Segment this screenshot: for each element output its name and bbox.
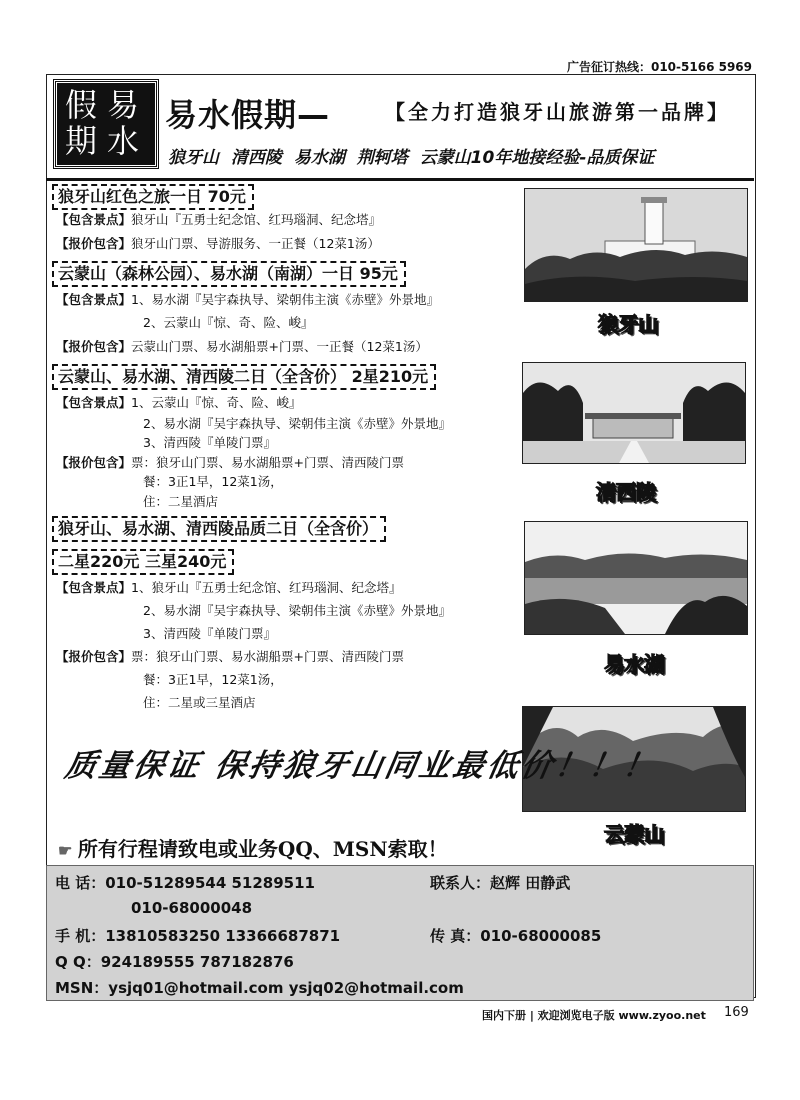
line-tag: 【包含景点】 (56, 212, 132, 227)
photo-yishuihu-image (525, 522, 747, 634)
brand-name: 易水假期— (165, 96, 331, 134)
line-text: 1、易水湖『吴宇森执导、梁朝伟主演《赤壁》外景地』 (131, 292, 439, 307)
phone-row (55, 872, 315, 893)
line-text: 票：狼牙山门票、易水湖船票+门票、清西陵门票 (131, 455, 404, 470)
tour-title: 云蒙山（森林公园）、易水湖（南湖）一日 95元 (52, 261, 406, 287)
mobile-row (55, 925, 340, 946)
line-text: 2、易水湖『吴宇森执导、梁朝伟主演《赤壁》外景地』 (143, 603, 451, 618)
line-text: 2、云蒙山『惊、奇、险、峻』 (143, 315, 314, 330)
tour-line (56, 393, 301, 413)
line-text: 狼牙山『五勇士纪念馆、红玛瑙洞、纪念塔』 (131, 212, 382, 227)
line-text: 3、清西陵『单陵门票』 (143, 435, 276, 450)
photo-yishuihu (524, 521, 748, 635)
tour-line (143, 601, 451, 621)
line-text: 1、云蒙山『惊、奇、险、峻』 (131, 395, 302, 410)
contact-person-label: 联系人： (430, 874, 491, 892)
line-text: 狼牙山门票、导游服务、一正餐（12菜1汤） (131, 236, 380, 251)
contact-person-value: 赵辉 田静武 (490, 874, 571, 892)
photo-caption: 云蒙山 (604, 822, 664, 846)
tour-line (143, 693, 256, 713)
tour-line (143, 313, 313, 333)
logo-char: 假 (65, 86, 98, 124)
line-text: 3、清西陵『单陵门票』 (143, 626, 276, 641)
fax-row (430, 925, 601, 946)
footer-text: 国内下册 | 欢迎浏览电子版 www.zyoo.net (482, 1009, 706, 1022)
brand-slogan: 【全力打造狼牙山旅游第一品牌】 (385, 100, 730, 124)
line-text: 2、易水湖『吴宇森执导、梁朝伟主演《赤壁》外景地』 (143, 416, 451, 431)
request-note-text: 所有行程请致电或业务QQ、MSN索取！ (77, 837, 448, 861)
tour-line (56, 647, 404, 667)
contact-block (46, 865, 754, 1001)
phone-row-2: 010-68000048 (131, 899, 253, 917)
logo-char: 易 (107, 86, 140, 124)
contact-person-row (430, 872, 570, 893)
tour-line (56, 234, 380, 254)
line-tag: 【包含景点】 (56, 292, 132, 307)
mobile-value: 13810583250 13366687871 (105, 927, 341, 945)
ad-hotline: 广告征订热线：010-5166 5969 (566, 60, 752, 74)
tour-title: 狼牙山、易水湖、清西陵品质二日（全含价） (52, 516, 386, 542)
photo-caption: 清西陵 (596, 480, 656, 504)
line-text: 住：二星酒店 (143, 494, 219, 509)
tour-line (56, 337, 428, 357)
tour-line (56, 290, 439, 310)
qq-label: Q Q： (55, 953, 101, 971)
tour-title: 云蒙山、易水湖、清西陵二日（全含价） 2星210元 (52, 364, 436, 390)
tour-line (143, 472, 283, 492)
line-text: 票：狼牙山门票、易水湖船票+门票、清西陵门票 (131, 649, 404, 664)
tour-line (56, 210, 381, 230)
qq-row (55, 951, 294, 972)
photo-caption: 狼牙山 (598, 312, 658, 336)
fax-value: 010-68000085 (480, 927, 602, 945)
phone-label: 电 话： (55, 874, 106, 892)
tour-line (143, 414, 451, 434)
logo-char: 期 (65, 122, 98, 160)
page-number: 169 (724, 1005, 749, 1020)
photo-qingxiling (522, 362, 746, 464)
request-note (58, 833, 448, 862)
tour-line (56, 578, 401, 598)
line-text: 云蒙山门票、易水湖船票+门票、一正餐（12菜1汤） (131, 339, 428, 354)
msn-label: MSN： (55, 979, 109, 997)
photo-langyashan (524, 188, 748, 302)
tour-title: 狼牙山红色之旅一日 70元 (52, 184, 254, 210)
line-text: 餐：3正1早，12菜1汤， (143, 672, 283, 687)
quality-slogan: 质量保证 保持狼牙山同业最低价！！！ (62, 748, 661, 784)
logo (54, 80, 158, 168)
line-tag: 【报价包含】 (56, 339, 132, 354)
logo-char: 水 (107, 122, 140, 160)
hand-pointer-icon: ☛ (58, 841, 78, 860)
tour-subtitle: 二星220元 三星240元 (52, 549, 234, 575)
line-tag: 【报价包含】 (56, 236, 132, 251)
msn-value: ysjq01@hotmail.com ysjq02@hotmail.com (108, 979, 464, 997)
tour-line (143, 433, 276, 453)
line-tag: 【报价包含】 (56, 649, 132, 664)
tour-line (56, 453, 404, 473)
line-tag: 【包含景点】 (56, 580, 132, 595)
mobile-label: 手 机： (55, 927, 106, 945)
tour-line (143, 670, 283, 690)
line-tag: 【报价包含】 (56, 455, 132, 470)
line-text: 1、狼牙山『五勇士纪念馆、红玛瑙洞、纪念塔』 (131, 580, 402, 595)
msn-row (55, 977, 464, 998)
photo-langyashan-image (525, 189, 747, 301)
header-divider (46, 178, 754, 181)
tour-line (143, 492, 218, 512)
spots-line: 狼牙山 清西陵 易水湖 荆轲塔 云蒙山10年地接经验-品质保证 (168, 148, 655, 168)
fax-label: 传 真： (430, 927, 481, 945)
photo-qingxiling-image (523, 363, 745, 463)
line-tag: 【包含景点】 (56, 395, 132, 410)
line-text: 餐：3正1早，12菜1汤， (143, 474, 283, 489)
qq-value: 924189555 787182876 (100, 953, 294, 971)
line-text: 住：二星或三星酒店 (143, 695, 256, 710)
phone-value: 010-51289544 51289511 (105, 874, 315, 892)
tour-line (143, 624, 276, 644)
photo-caption: 易水湖 (604, 652, 664, 676)
